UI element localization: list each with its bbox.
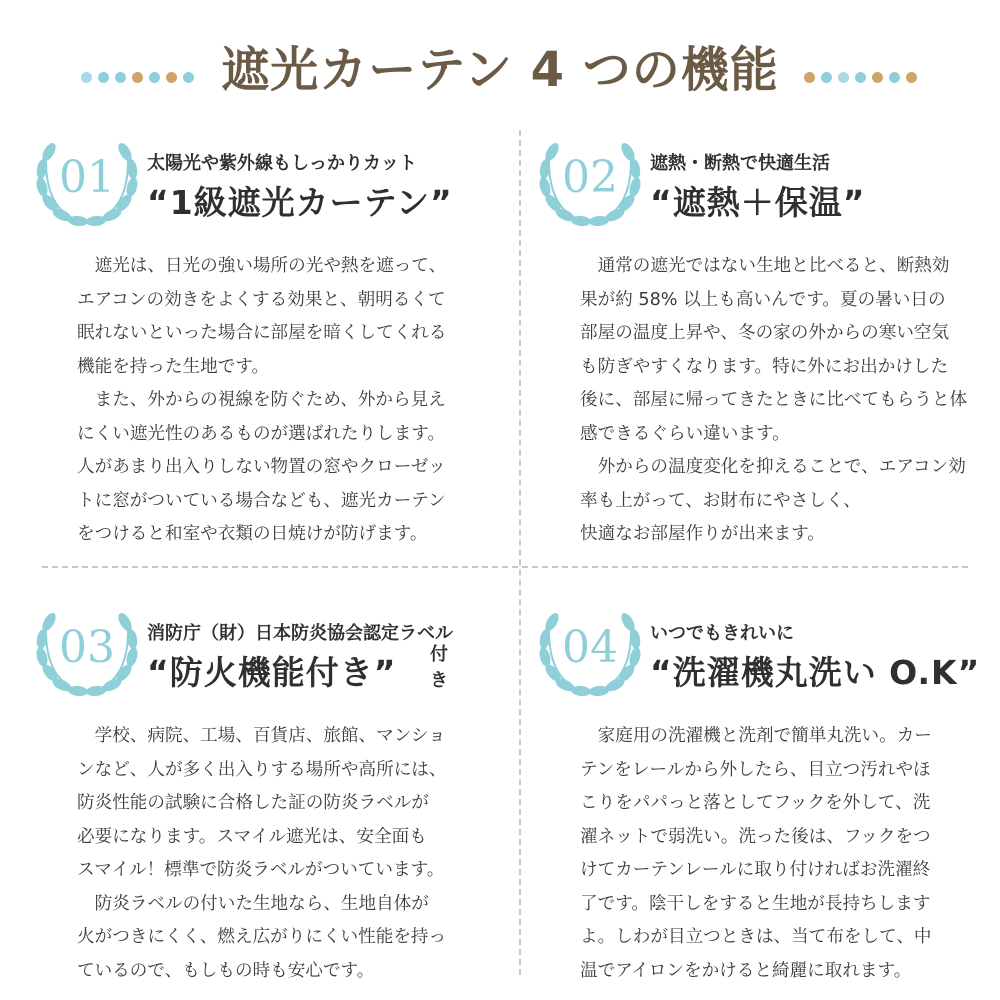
body-line: 温でアイロンをかけると綺麗に取れます。	[580, 960, 912, 981]
body-line: 遮光は、日光の強い場所の光や熱を遮って、	[77, 256, 447, 276]
feature-subtitle: 消防庁（財）日本防炎協会認定ラベル	[147, 623, 453, 644]
laurel-badge	[32, 605, 142, 700]
body-line: 機能を持った生地です。	[77, 356, 270, 377]
decorative-dot	[906, 72, 917, 83]
badge-number: 02	[562, 152, 618, 203]
decorative-dot	[889, 72, 900, 83]
body-line: ンなど、人が多く出入りする場所や高所には、	[77, 759, 447, 780]
body-line: こりをパパっと落としてフックを外して、洗	[580, 793, 931, 813]
badge-number: 01	[59, 152, 115, 203]
decorative-dot	[855, 72, 866, 83]
laurel-badge	[535, 135, 645, 230]
body-line: 果が約 58% 以上も高いんです。夏の暑い日の	[580, 289, 946, 310]
body-line: 家庭用の洗濯機と洗剤で簡単丸洗い。カー	[580, 726, 932, 746]
body-line: 火がつきにくく、燃え広がりにくい性能を持っ	[77, 927, 447, 947]
body-line: 必要になります。スマイル遮光は、安全面も	[77, 826, 427, 847]
feature-heading: “洗濯機丸洗い O.K”	[650, 653, 981, 692]
feature-subtitle: 太陽光や紫外線もしっかりカット	[147, 153, 417, 174]
body-line: 防炎ラベルの付いた生地なら、生地自体が	[77, 893, 429, 914]
feature-subtitle-tail: 付き	[430, 644, 448, 691]
body-line: 防炎性能の試験に合格した証の防炎ラベルが	[77, 793, 429, 813]
feature-heading: “遮熱＋保温”	[650, 183, 866, 222]
feature-heading: “1級遮光カーテン”	[147, 183, 453, 222]
feature-subtitle: いつでもきれいに	[650, 623, 794, 644]
body-line: よ。しわが目立つときは、当て布をして、中	[580, 927, 932, 947]
body-line: また、外からの視線を防ぐため、外から見え	[77, 390, 446, 410]
feature-heading: “防火機能付き”	[147, 653, 397, 692]
feature-subtitle: 遮熱・断熱で快適生活	[650, 153, 830, 174]
body-line: 感できるぐらい違います。	[580, 423, 790, 444]
body-line: にくい遮光性のあるものが選ばれたりします。	[77, 423, 446, 444]
feature-body	[77, 250, 489, 552]
body-line: けてカーテンレールに取り付ければお洗濯終	[580, 860, 931, 880]
page-title: 遮光カーテン 4 つの機能	[221, 42, 779, 98]
title-row	[0, 30, 1000, 110]
body-line: 人があまり出入りしない物置の窓やクローゼッ	[77, 457, 446, 477]
body-line: 濯ネットで弱洗い。洗った後は、フックをつ	[580, 826, 931, 847]
decorative-dot	[838, 72, 849, 83]
body-line: トに窓がついている場合なども、遮光カーテン	[77, 490, 446, 511]
feature-body	[77, 720, 489, 988]
body-line: ているので、もしもの時も安心です。	[77, 960, 375, 981]
body-line: をつけると和室や衣類の日焼けが防げます。	[77, 524, 428, 544]
horizontal-divider	[42, 566, 968, 568]
body-line: テンをレールから外したら、目立つ汚れやほ	[580, 759, 931, 780]
body-line: も防ぎやすくなります。特に外にお出かけした	[580, 356, 949, 377]
badge-number: 03	[59, 622, 115, 673]
decorative-dots-right	[801, 67, 920, 86]
decorative-dot	[872, 72, 883, 83]
body-line: 率も上がって、お財布にやさしく、	[580, 490, 861, 511]
body-line: 快適なお部屋作りが出来ます。	[580, 524, 825, 544]
body-line: 了です。陰干しをすると生地が長持ちします	[580, 893, 931, 914]
laurel-badge	[535, 605, 645, 700]
decorative-dot	[821, 72, 832, 83]
body-line: 学校、病院、工場、百貨店、旅館、マンショ	[77, 726, 446, 746]
body-line: 眠れないといった場合に部屋を暗くしてくれる	[77, 323, 447, 343]
decorative-dot	[804, 72, 815, 83]
vertical-divider	[519, 130, 521, 975]
body-line: 後に、部屋に帰ってきたときに比べてもらうと体	[580, 390, 968, 410]
laurel-badge	[32, 135, 142, 230]
body-line: エアコンの効きをよくする効果と、朝明るくて	[77, 289, 446, 310]
body-line: スマイル！標準で防炎ラベルがついています。	[77, 860, 445, 880]
body-line: 通常の遮光ではない生地と比べると、断熱効	[580, 256, 950, 276]
body-line: 部屋の温度上昇や、冬の家の外からの寒い空気	[580, 323, 950, 343]
feature-body	[580, 250, 992, 552]
feature-body	[580, 720, 992, 988]
badge-number: 04	[562, 622, 618, 673]
body-line: 外からの温度変化を抑えることで、エアコン効	[580, 457, 966, 477]
